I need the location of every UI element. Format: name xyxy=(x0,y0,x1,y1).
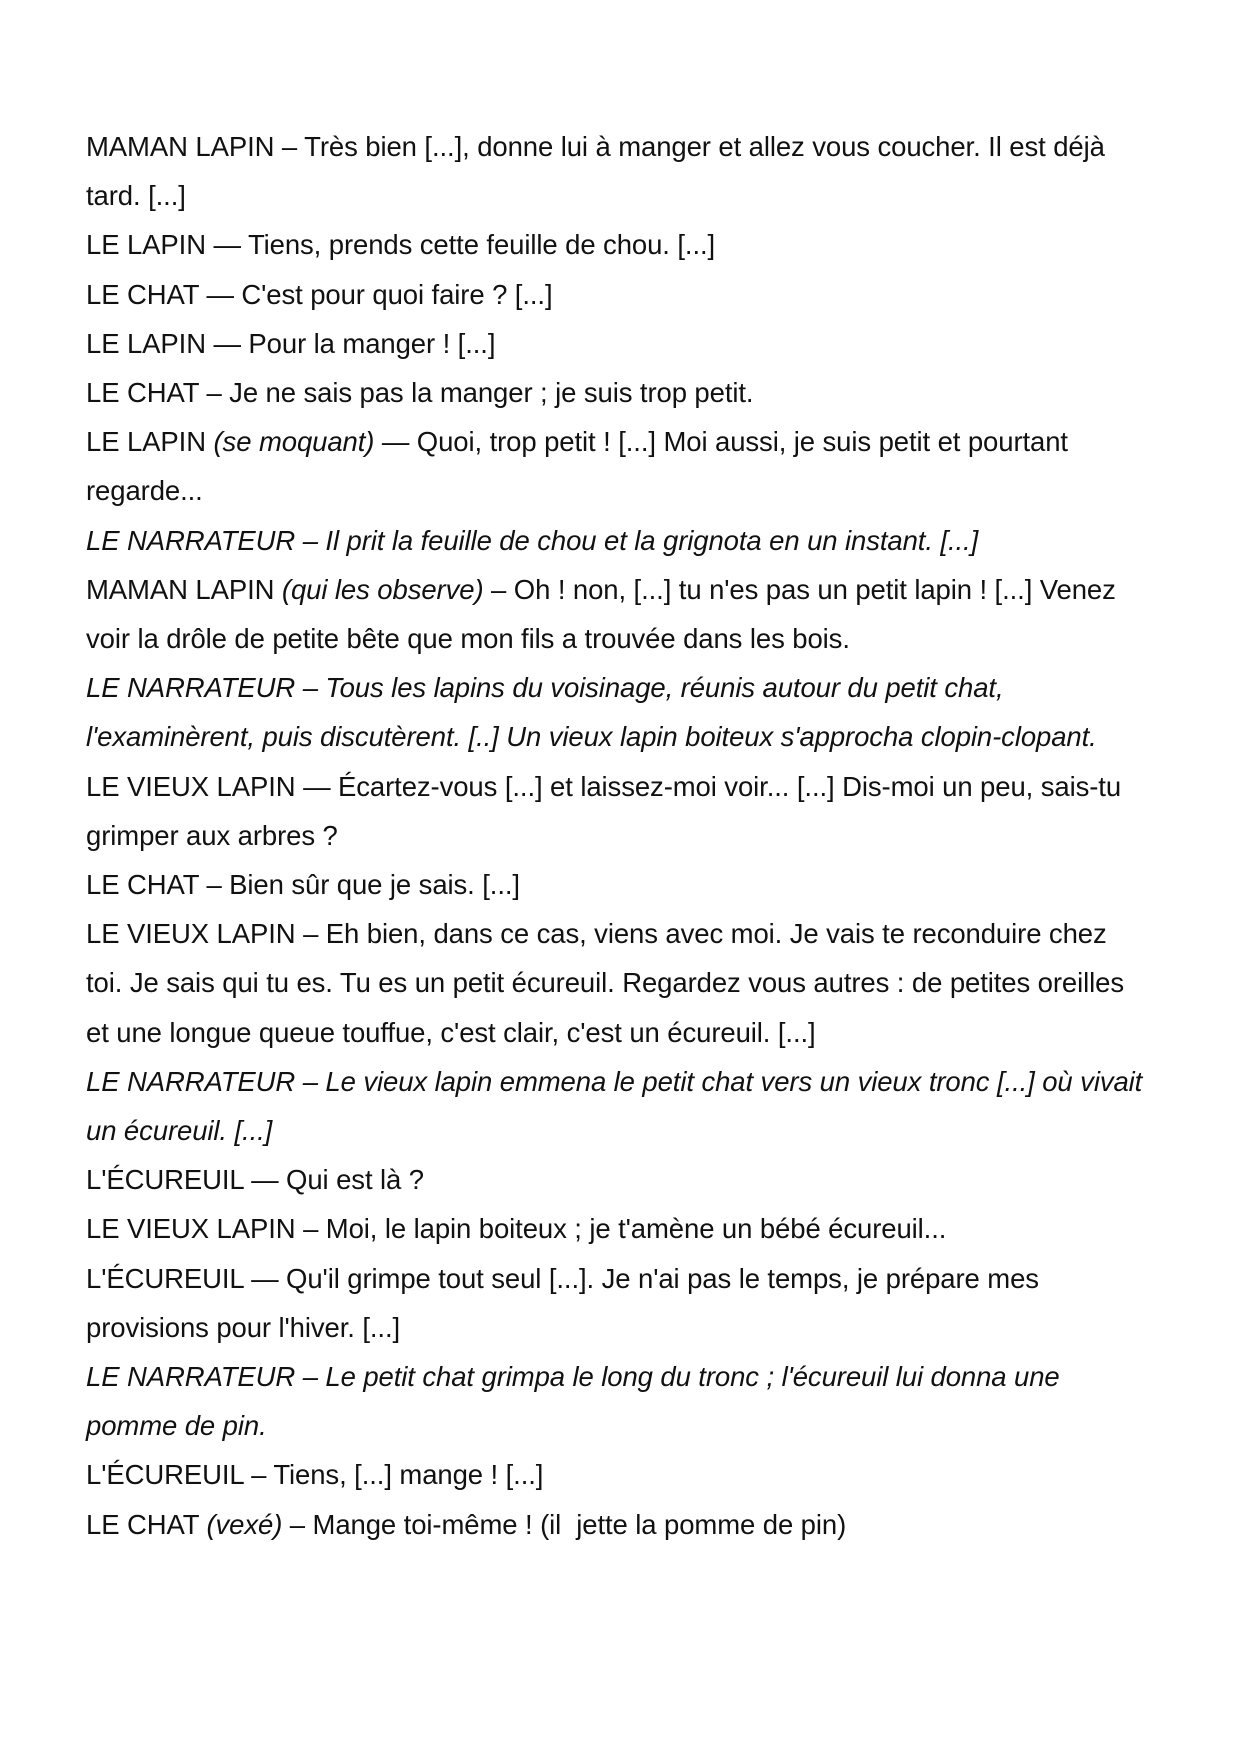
script-line xyxy=(86,1057,1211,1106)
script-line xyxy=(86,762,1211,811)
script-line xyxy=(86,417,1211,466)
italic-text-segment: (vexé) xyxy=(206,1508,283,1540)
script-line xyxy=(86,1155,1211,1204)
script-line xyxy=(86,1352,1211,1401)
script-line xyxy=(86,958,1211,1007)
script-line xyxy=(86,466,1211,515)
script-line xyxy=(86,712,1211,761)
text-segment: LE LAPIN — Pour la manger ! [...] xyxy=(86,327,496,359)
text-segment: MAMAN LAPIN – Très bien [...], donne lui à manger et allez vous coucher. Il est déjà xyxy=(86,131,1105,162)
text-segment: – Oh ! non, [...] tu n'es pas un petit lapin ! [...] Venez xyxy=(483,573,1116,605)
italic-text-segment: LE NARRATEUR – Le vieux lapin emmena le petit chat vers un vieux tronc [...] où vivait xyxy=(86,1065,1143,1097)
script-line xyxy=(86,368,1211,417)
script-line xyxy=(86,565,1211,614)
text-segment: tard. [...] xyxy=(86,180,186,212)
script-line xyxy=(86,663,1211,712)
italic-text-segment: (se moquant) xyxy=(213,426,375,458)
text-segment: regarde... xyxy=(86,475,203,507)
italic-text-segment: un écureuil. [...] xyxy=(86,1115,273,1147)
script-line xyxy=(86,614,1211,663)
italic-text-segment: l'examinèrent, puis discutèrent. [..] Un vieux lapin boiteux s'approcha clopin-clopant. xyxy=(86,721,1097,753)
text-segment: MAMAN LAPIN xyxy=(86,573,282,605)
text-segment: LE LAPIN — Tiens, prends cette feuille de chou. [...] xyxy=(86,229,716,261)
script-line xyxy=(86,1254,1211,1303)
script-line xyxy=(86,860,1211,909)
italic-text-segment: pomme de pin. xyxy=(86,1410,267,1442)
text-segment: L'ÉCUREUIL — Qui est là ? xyxy=(86,1164,424,1196)
text-segment: L'ÉCUREUIL — Qu'il grimpe tout seul [...]. Je n'ai pas le temps, je prépare mes xyxy=(86,1262,1039,1294)
text-segment: LE VIEUX LAPIN — Écartez-vous [...] et laissez-moi voir... [...] Dis-moi un peu, sais-tu xyxy=(86,770,1122,802)
text-segment: LE CHAT – Bien sûr que je sais. [...] xyxy=(86,869,520,901)
script-line xyxy=(86,811,1211,860)
script-line xyxy=(86,220,1211,269)
text-segment: – Mange toi-même ! (il jette la pomme de pin) xyxy=(282,1508,847,1540)
text-segment: voir la drôle de petite bête que mon fils a trouvée dans les bois. xyxy=(86,623,850,655)
text-segment: — Quoi, trop petit ! [...] Moi aussi, je suis petit et pourtant xyxy=(374,426,1068,458)
text-segment: LE LAPIN xyxy=(86,426,214,458)
script-line xyxy=(86,1303,1211,1352)
text-segment: toi. Je sais qui tu es. Tu es un petit écureuil. Regardez vous autres : de petites oreilles xyxy=(86,967,1124,999)
text-segment: grimper aux arbres ? xyxy=(86,819,338,851)
script-line xyxy=(86,122,1211,171)
italic-text-segment: LE NARRATEUR – Le petit chat grimpa le long du tronc ; l'écureuil lui donna une xyxy=(86,1361,1060,1393)
italic-text-segment: (qui les observe) xyxy=(281,573,484,605)
script-line xyxy=(86,1500,1211,1549)
script-line xyxy=(86,1106,1211,1155)
script-page xyxy=(86,122,1211,1549)
script-line xyxy=(86,909,1211,958)
italic-text-segment: LE NARRATEUR – Il prit la feuille de chou et la grignota en un instant. [...] xyxy=(86,524,979,556)
text-segment: LE CHAT — C'est pour quoi faire ? [...] xyxy=(86,278,553,310)
text-segment: LE CHAT xyxy=(86,1508,207,1540)
text-segment: L'ÉCUREUIL – Tiens, [...] mange ! [...] xyxy=(86,1459,544,1491)
text-segment: et une longue queue touffue, c'est clair, c'est un écureuil. [...] xyxy=(86,1016,816,1048)
script-line xyxy=(86,1204,1211,1253)
italic-text-segment: LE NARRATEUR – Tous les lapins du voisinage, réunis autour du petit chat, xyxy=(86,672,1004,704)
script-line xyxy=(86,270,1211,319)
script-line xyxy=(86,171,1211,220)
text-segment: provisions pour l'hiver. [...] xyxy=(86,1311,401,1343)
script-line xyxy=(86,319,1211,368)
text-segment: LE VIEUX LAPIN – Eh bien, dans ce cas, viens avec moi. Je vais te reconduire chez xyxy=(86,918,1107,950)
script-line xyxy=(86,516,1211,565)
script-line xyxy=(86,1450,1211,1499)
script-line xyxy=(86,1401,1211,1450)
text-segment: LE CHAT – Je ne sais pas la manger ; je suis trop petit. xyxy=(86,377,754,409)
text-segment: LE VIEUX LAPIN – Moi, le lapin boiteux ; je t'amène un bébé écureuil... xyxy=(86,1213,947,1245)
script-line xyxy=(86,1008,1211,1057)
